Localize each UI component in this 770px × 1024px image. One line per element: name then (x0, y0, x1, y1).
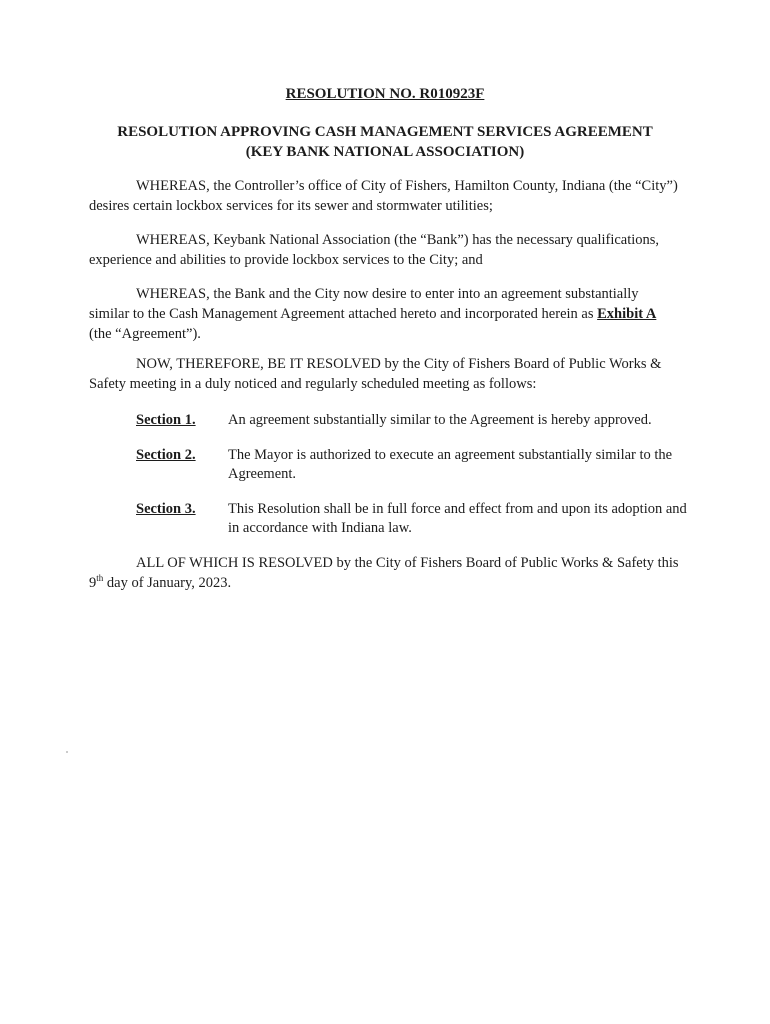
closing-date: day of January, 2023. (103, 575, 232, 591)
title-line-1: RESOLUTION APPROVING CASH MANAGEMENT SERVICES AGREEMENT (117, 124, 653, 140)
section-1-text: An agreement substantially similar to the Agreement is hereby approved. (228, 412, 652, 428)
whereas-paragraph-3 (89, 284, 681, 344)
closing-text: ALL OF WHICH IS RESOLVED by the City of Fishers Board of Public Works & Safety this 9 (89, 555, 679, 591)
resolved-paragraph: NOW, THEREFORE, BE IT RESOLVED by the City of Fishers Board of Public Works & Safety meeting in a duly noticed and regularly scheduled meeting as follows: (89, 356, 662, 392)
whereas-paragraph-2: WHEREAS, Keybank National Association (the “Bank”) has the necessary qualifications, experience and abilities to provide lockbox services to the City; and (89, 232, 660, 268)
section-1-label: Section 1. (136, 412, 196, 428)
section-2-text: The Mayor is authorized to execute an agreement substantially similar to the Agreement. (228, 447, 673, 482)
whereas-3-text: WHEREAS, the Bank and the City now desire to enter into an agreement substantially similar to the Cash Management Agreement attached hereto and incorporated herein as (89, 286, 639, 322)
closing-paragraph (89, 553, 681, 593)
exhibit-a-reference: Exhibit A (597, 306, 657, 322)
section-3-text: This Resolution shall be in full force and effect from and upon its adoption and in accordance with Indiana law. (228, 501, 687, 536)
section-2-label: Section 2. (136, 447, 196, 463)
section-3-label: Section 3. (136, 501, 196, 517)
whereas-3-tail: (the “Agreement”). (89, 326, 201, 342)
resolution-title (0, 122, 770, 162)
scan-speck (66, 751, 68, 753)
title-line-2: (KEY BANK NATIONAL ASSOCIATION) (245, 144, 525, 160)
whereas-paragraph-1: WHEREAS, the Controller’s office of City of Fishers, Hamilton County, Indiana (the “City”) desires certain lockbox services for its sewer and stormwater utilities; (89, 178, 678, 214)
resolution-number: RESOLUTION NO. R010923F (285, 86, 485, 102)
ordinal-suffix: th (96, 573, 104, 584)
